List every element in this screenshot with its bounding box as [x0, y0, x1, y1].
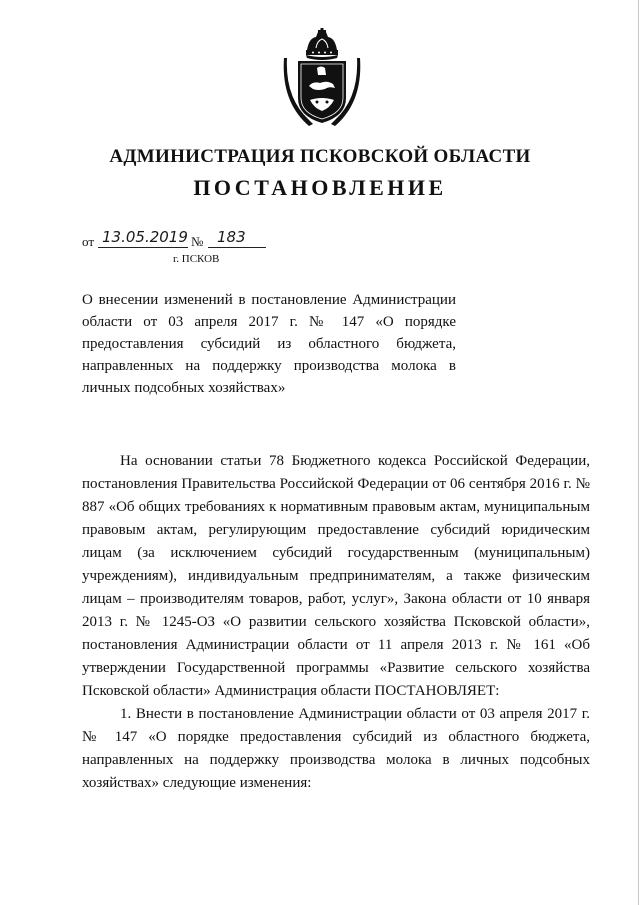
body-paragraph-preamble: На основании статьи 78 Бюджетного кодекса Российской Федерации, постановления Правительства Российской Федерации от 06 сентября 2016 г. № 887 «Об общих требованиях к нормативным правовым актам, муниципальным правовым актам, регулирующим предоставление субсидий юридическим лицам (за исключением субсидий государственным (муниципальным) учреждениям), индивидуальным предпринимателям, а также физическим лицам – производителям товаров, работ, услуг», Закона области от 10 января 2013 г. № 1245-ОЗ «О развитии сельского хозяйства Псковской области», постановления Администрации области от 11 апреля 2013 г. № 161 «Об утверждении Государственной программы «Развитие сельского хозяйства Псковской области» Администрация области ПОСТАНОВЛЯЕТ:: [82, 453, 590, 699]
number-underline: [208, 247, 266, 248]
handwritten-date: 13.05.2019: [102, 228, 188, 246]
coat-of-arms-emblem: [283, 28, 361, 128]
number-prefix: №: [191, 234, 204, 249]
city-label: г. ПСКОВ: [173, 253, 220, 265]
date-underline: [98, 247, 188, 248]
registration-line: [82, 228, 282, 250]
document-type: ПОСТАНОВЛЕНИЕ: [193, 175, 447, 200]
date-prefix: от: [82, 234, 95, 249]
body-paragraph-item-1: 1. Внести в постановление Администрации области от 03 апреля 2017 г. № 147 «О порядке предоставления субсидий из областного бюджета, направленных на поддержку производства молока в личных подсобных хозяйствах» следующие изменения:: [82, 706, 590, 791]
coat-of-arms-icon: [283, 28, 361, 128]
handwritten-number: 183: [217, 228, 246, 246]
document-body: [82, 450, 590, 795]
scan-edge-line: [638, 0, 639, 905]
agency-name: АДМИНИСТРАЦИЯ ПСКОВСКОЙ ОБЛАСТИ: [109, 146, 531, 167]
document-title: О внесении изменений в постановление Администрации области от 03 апреля 2017 г. № 147 «О порядке предоставления субсидий из областного бюджета, направленных на поддержку производства молока в личных подсобных хозяйствах»: [82, 292, 456, 396]
